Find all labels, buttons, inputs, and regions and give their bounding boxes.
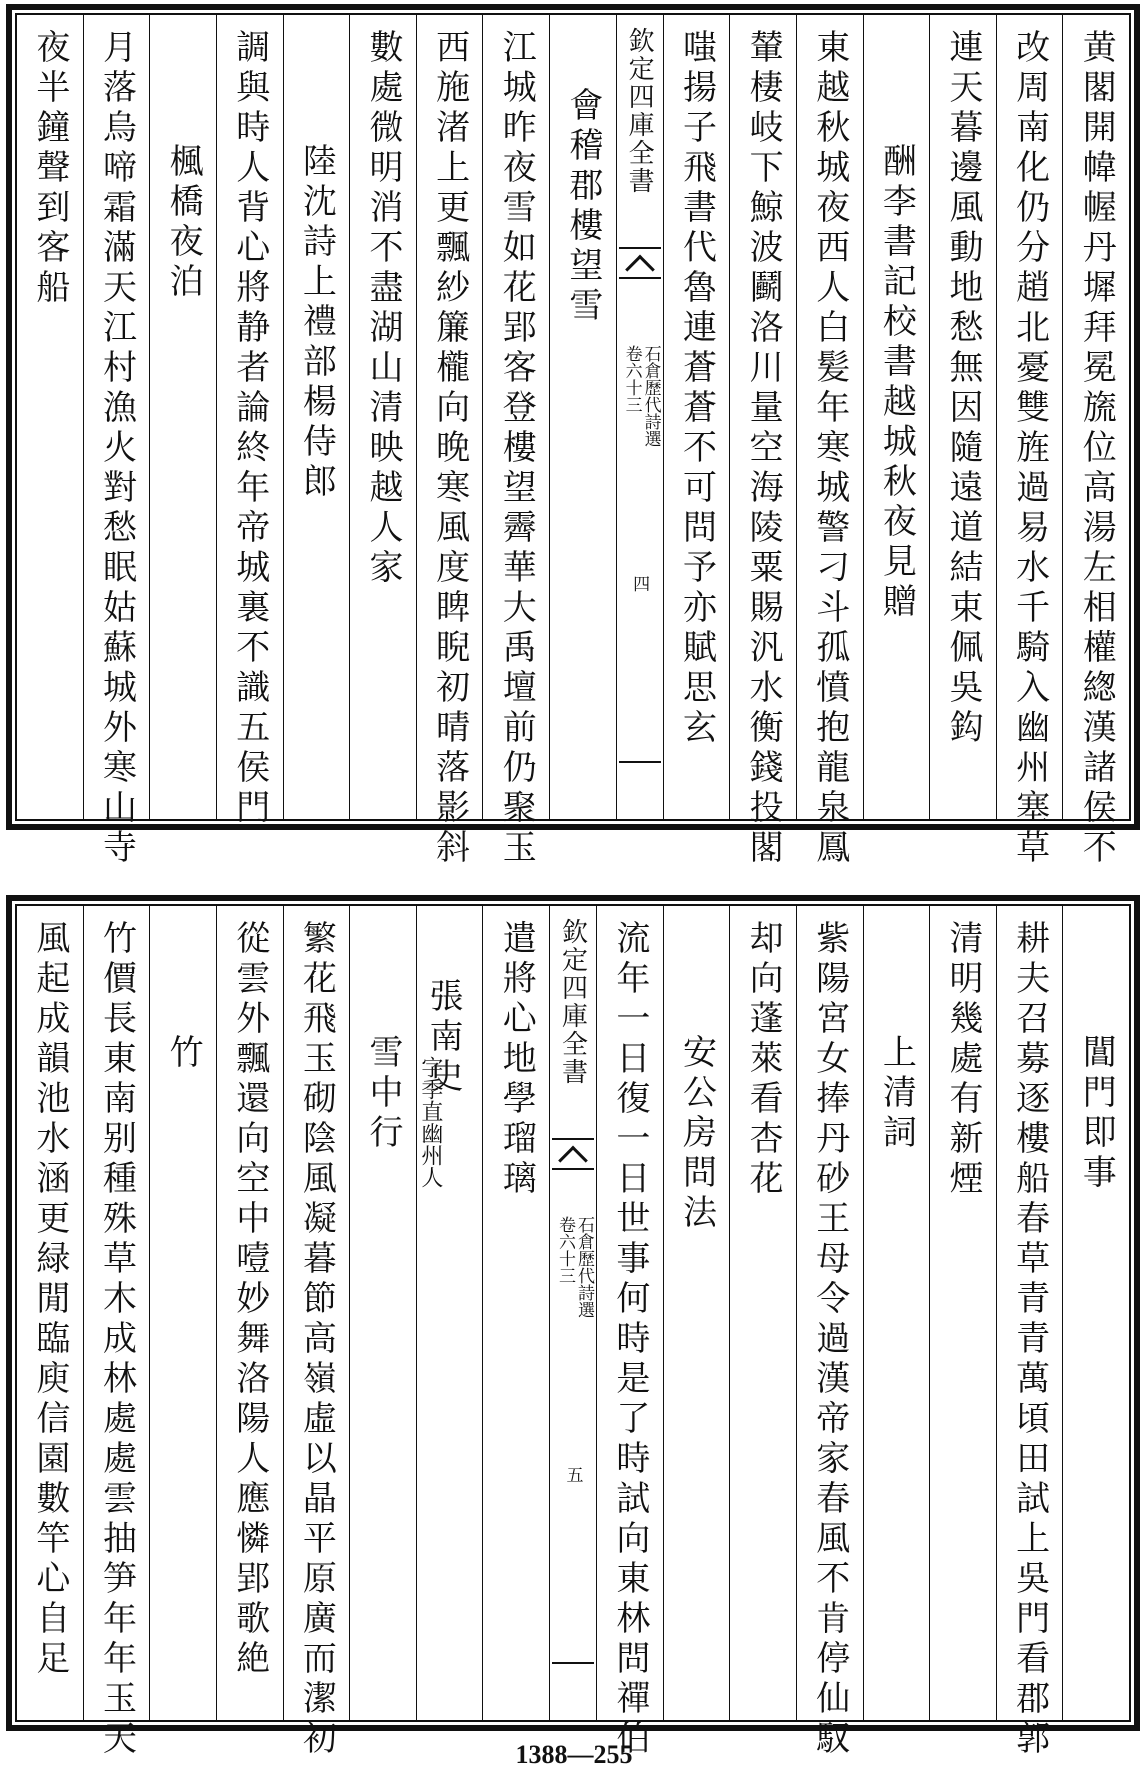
- gutter-title: 欽定四庫全書: [624, 27, 655, 195]
- text-column: 改周南化仍分趙北憂雙旌過易水千騎入幽州塞草: [996, 15, 1063, 819]
- text-column: 數處微明消不盡湖山清映越人家: [349, 15, 416, 819]
- fish-tail-mark: [619, 247, 661, 279]
- top-page: [6, 4, 1140, 869]
- top-page-frame: [15, 13, 1131, 869]
- author-note: 字季直幽州人: [417, 1056, 443, 1188]
- text-column: 紫陽宮女捧丹砂王母令過漢帝家春風不肯停仙馭: [796, 906, 863, 1720]
- page-gutter: [549, 906, 596, 1720]
- text-column: 耕夫召募逐樓船春草青青萬頃田試上吳門看郡郭: [996, 906, 1063, 1720]
- text-column: 清明幾處有新煙: [929, 906, 996, 1720]
- text-column: 東越秋城夜西人白髪年寒城警刁斗孤憤抱龍泉鳳: [796, 15, 863, 819]
- text-column: 月落烏啼霜滿天江村漁火對愁眠姑蘇城外寒山寺: [83, 15, 150, 819]
- poem-title-column: 竹: [149, 906, 216, 1720]
- text-column: 黄閣開幃幄丹墀拜冕旒位高湯左相權緫漢諸侯不: [1062, 15, 1129, 819]
- fish-tail-mark: [552, 1138, 594, 1170]
- author-column: [416, 906, 483, 1720]
- gutter-book: 石倉歷代詩選: [574, 1216, 594, 1318]
- gutter-volume: 卷六十三: [555, 1216, 575, 1284]
- gutter-volume: 卷六十三: [621, 345, 642, 413]
- poem-title-column: 酬李書記校書越城秋夜見贈: [863, 15, 930, 819]
- gutter-page-number: 四: [629, 575, 650, 592]
- poem-title-column: 楓橋夜泊: [149, 15, 216, 819]
- text-column: 却向蓬萊看杏花: [729, 906, 796, 1720]
- poem-title-column: 安公房問法: [663, 906, 730, 1720]
- gutter-page-number: 五: [562, 1466, 583, 1483]
- gutter-title: 欽定四庫全書: [557, 918, 588, 1086]
- author-name: 張南史: [423, 978, 463, 1098]
- poem-title-column: 會稽郡樓望雪: [549, 15, 616, 819]
- text-column: 竹價長東南别種殊草木成林處處雲抽笋年年玉天: [83, 906, 150, 1720]
- text-column: 西施渚上更飄紗簾櫳向晚寒風度睥睨初晴落影斜: [416, 15, 483, 819]
- poem-title-column: 閶門即事: [1062, 906, 1129, 1720]
- text-column: 繁花飛玉砌陰風凝暮節高嶺虛以晶平原廣而潔初: [283, 906, 350, 1720]
- text-column: 輦棲岐下鯨波鬬洛川量空海陵粟賜汎水衡錢投閣: [729, 15, 796, 819]
- gutter-book: 石倉歷代詩選: [640, 345, 661, 447]
- text-column: 連天暮邊風動地愁無因隨遠道結束佩吳鈎: [929, 15, 996, 819]
- top-page-columns: [17, 15, 1129, 869]
- text-column: 風起成韻池水涵更緑閒臨庾信園數竿心自足: [29, 920, 70, 1680]
- text-column: 夜半鐘聲到客船: [29, 29, 70, 309]
- text-column: 流年一日復一日世事何時是了時試向東林問禪伯: [596, 906, 663, 1720]
- poem-title-column: 雪中行: [349, 906, 416, 1720]
- text-column: 嗤揚子飛書代魯連蒼蒼不可問予亦賦思玄: [663, 15, 730, 819]
- text-column: 從雲外飄還向空中噎妙舞洛陽人應憐郢歌絶: [216, 906, 283, 1720]
- page-gutter: [616, 15, 663, 819]
- poem-title-column: 上清詞: [863, 906, 930, 1720]
- text-column: 遣將心地學瑠璃: [482, 906, 549, 1720]
- gutter-rule: [619, 761, 661, 763]
- poem-title-column: 陸沈詩上禮部楊侍郎: [283, 15, 350, 819]
- text-column: 江城昨夜雪如花郢客登樓望霽華大禹壇前仍聚玉: [482, 15, 549, 819]
- text-column: 調與時人背心將静者論終年帝城裏不識五侯門: [216, 15, 283, 819]
- gutter-rule: [552, 1662, 594, 1664]
- page-footer-number: 1388—255: [515, 1740, 633, 1769]
